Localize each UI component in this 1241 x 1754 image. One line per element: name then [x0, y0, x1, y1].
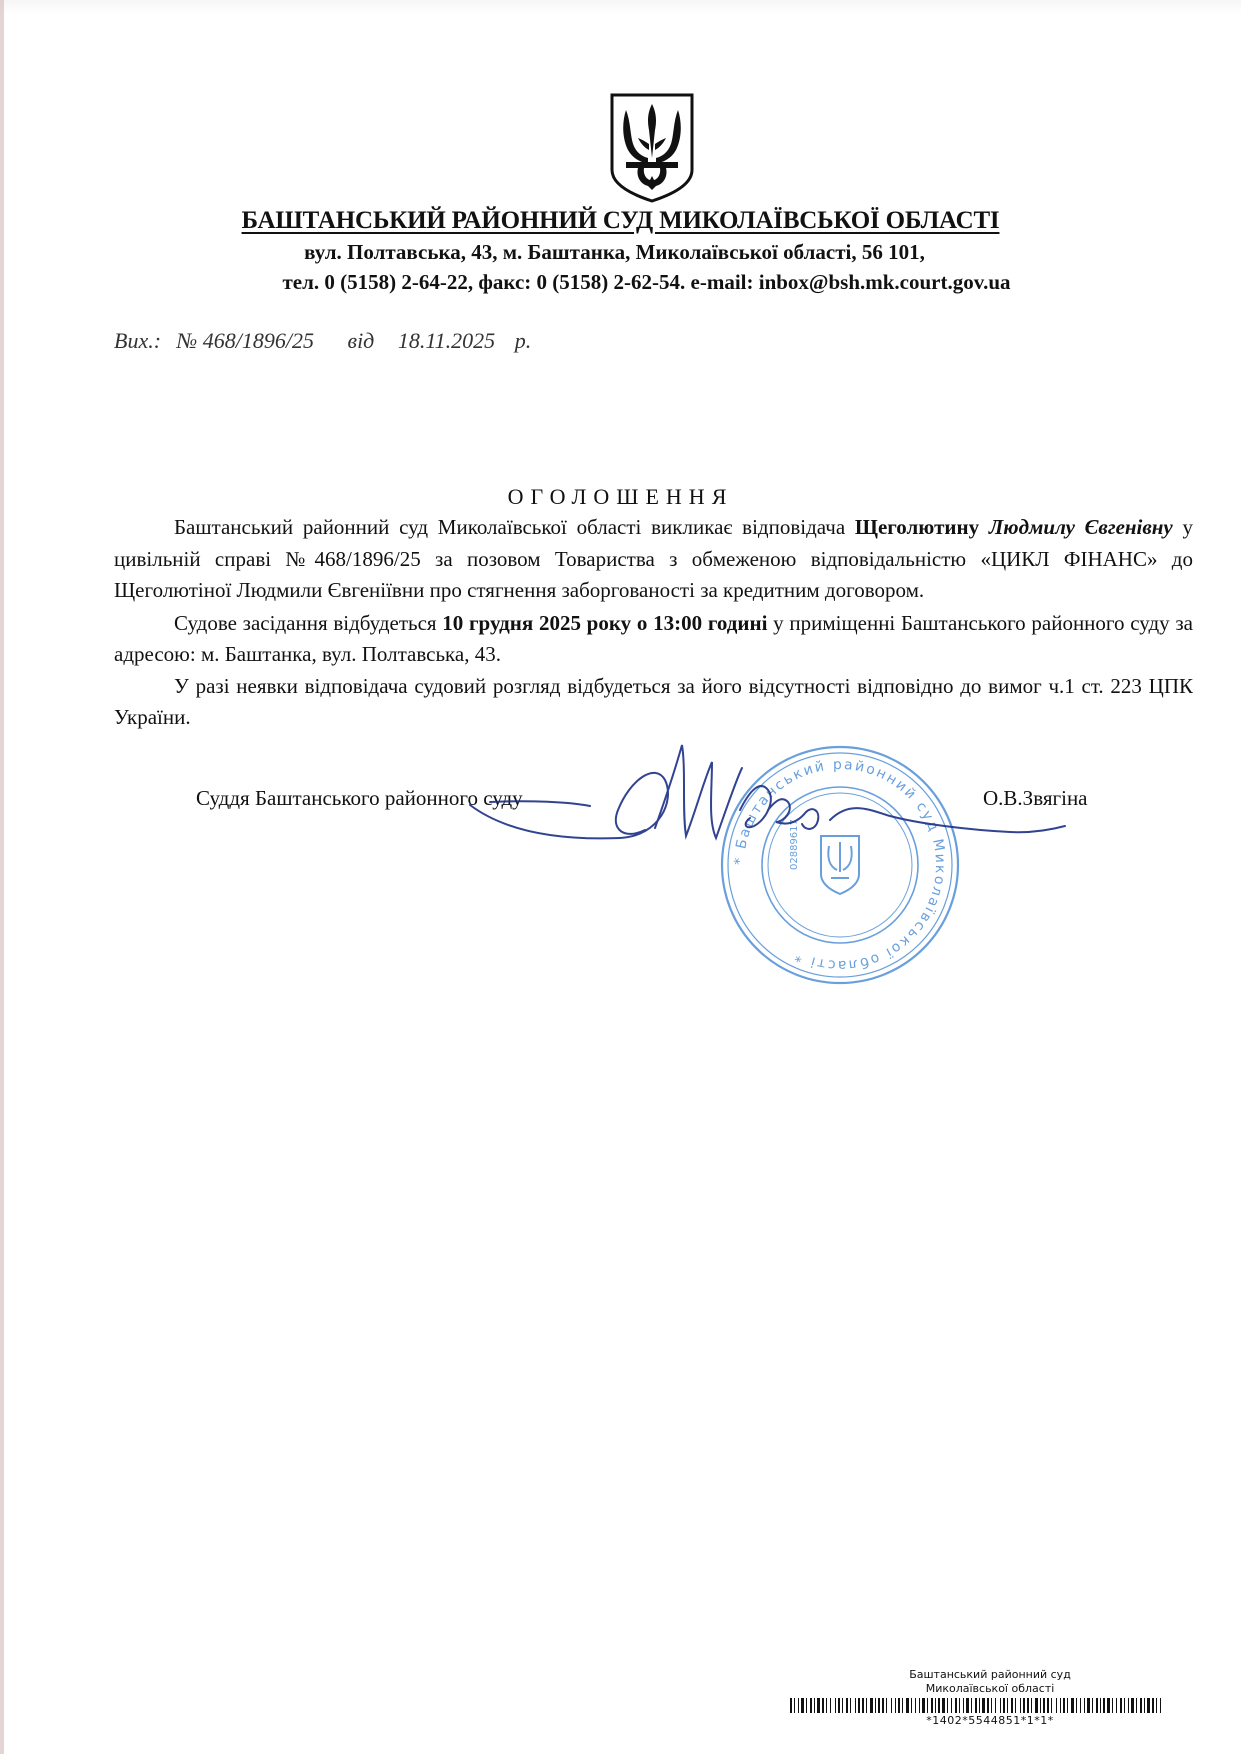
stamp-outer-text: * Баштанський районний суд Миколаївської області * — [731, 756, 949, 974]
outgoing-date: 18.11.2025 — [397, 328, 496, 353]
trident-emblem-icon — [608, 92, 696, 204]
court-name-heading: БАШТАНСЬКИЙ РАЙОННИЙ СУД МИКОЛАЇВСЬКОЇ ОБЛАСТІ — [241, 207, 1000, 234]
notice-p2-rest: у приміщенні Баштанського районного суду за адресою: м. Баштанка, вул. Полтавська, 43. — [114, 610, 1193, 666]
notice-title: ОГОЛОШЕННЯ — [507, 484, 734, 509]
court-address: вул. Полтавська, 43, м. Баштанка, Миколаївської області, 56 101, — [304, 240, 925, 264]
notice-p2-text: Судове засідання відбудеться — [174, 610, 443, 635]
defendant-given-names: Людмилу Євгенівну — [988, 515, 1173, 539]
notice-p1-rest: у цивільній справі №468/1896/25 за позовом Товариства з обмеженою відповідальністю «ЦИКЛ ФІНАНС» до Щеголютіної Людмили Євгеніївни про стягнення заборгованості за кредитним договором. — [114, 515, 1193, 602]
stamp-code: 02889617 — [789, 819, 800, 870]
judge-signature — [450, 740, 1070, 890]
outgoing-reference — [114, 328, 531, 354]
notice-paragraph-1 — [114, 512, 1193, 607]
outgoing-date-prefix: від — [347, 328, 375, 353]
outgoing-label: Вих.: — [114, 328, 162, 353]
hearing-datetime: 10 грудня 2025 року о 13:00 годині — [442, 610, 768, 635]
page-top-shade — [0, 0, 1241, 14]
judge-name: О.В.Звягіна — [983, 786, 1088, 810]
notice-p1-text: Баштанський районний суд Миколаївської області викликає відповідача — [174, 515, 855, 539]
outgoing-number: 468/1896/25 — [202, 328, 315, 353]
notice-paragraph-2 — [114, 608, 1193, 671]
outgoing-year-suffix: р. — [514, 328, 532, 353]
notice-body — [114, 512, 1193, 734]
barcode-bars-icon — [790, 1698, 1162, 1713]
barcode-org-line-1: Баштанський районний суд — [909, 1668, 1071, 1681]
outgoing-number-sign: № — [176, 328, 198, 353]
barcode-org-line-2: Миколаївської області — [925, 1682, 1055, 1695]
court-contacts: тел. 0 (5158) 2-64-22, факс: 0 (5158) 2-62-54. e-mail: inbox@bsh.mk.court.gov.ua — [282, 270, 1011, 294]
registration-barcode — [790, 1668, 1190, 1727]
judge-title: Суддя Баштанського районного суду — [196, 786, 523, 810]
notice-paragraph-3: У разі неявки відповідача судовий розгляд відбудеться за його відсутності відповідно до вимог ч.1 ст. 223 ЦПК України. — [114, 673, 1193, 729]
defendant-surname: Щеголютину — [854, 515, 980, 539]
barcode-number: *1402*5544851*1*1* — [926, 1714, 1054, 1727]
